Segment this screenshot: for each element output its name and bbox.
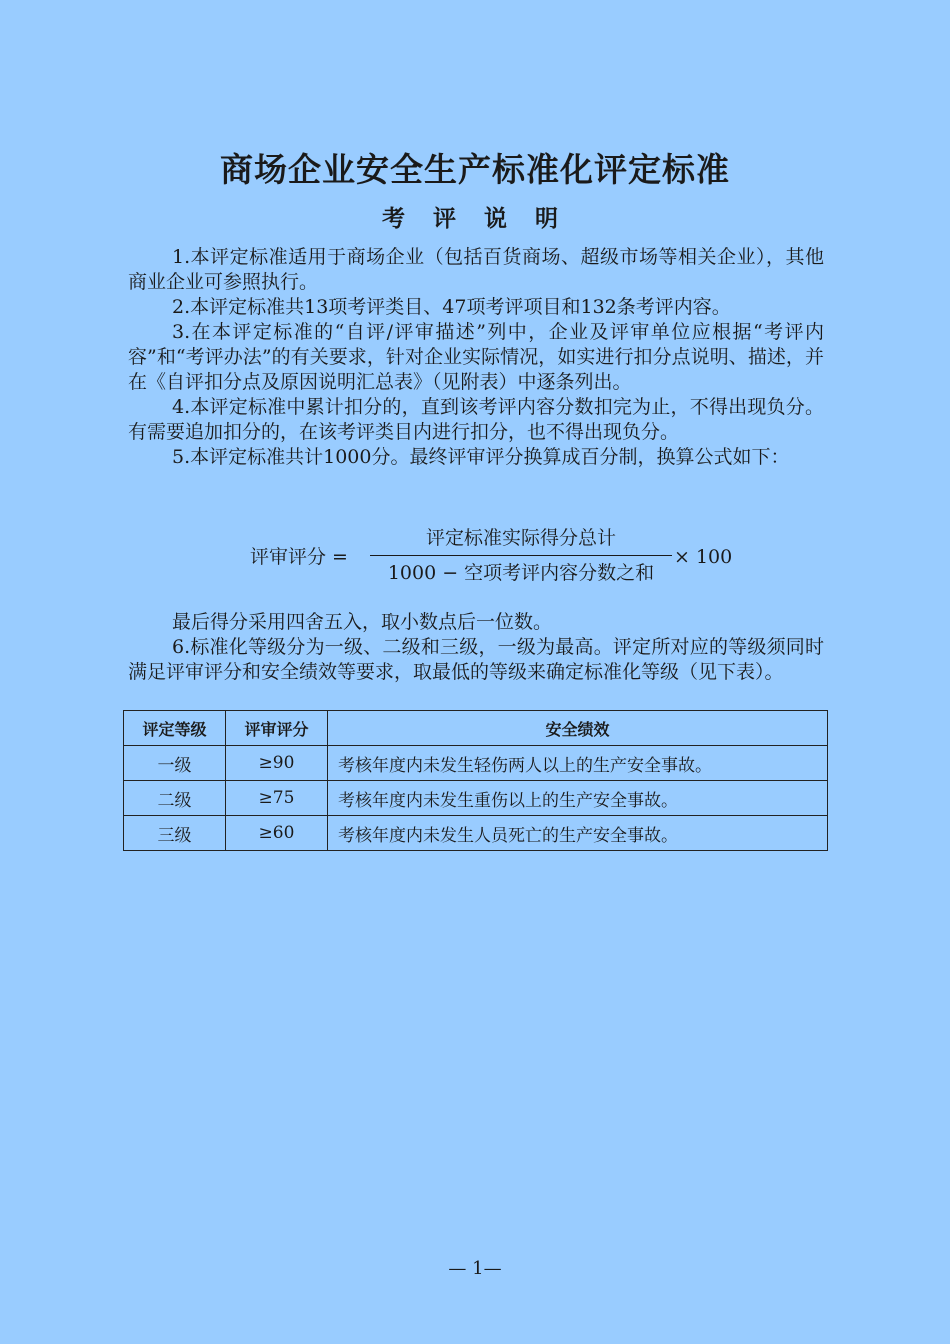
formula-rhs: × 100 [674,546,733,568]
cell-score: ≥60 [226,816,328,851]
header-grade: 评定等级 [124,711,226,746]
page-number: — 1— [448,1258,502,1279]
cell-grade: 一级 [124,746,226,781]
header-score: 评审评分 [226,711,328,746]
paragraph-1: 1.本评定标准适用于商场企业（包括百货商场、超级市场等相关企业），其他商业企业可参照执行。 [128,246,824,293]
paragraph-3: 3.在本评定标准的“自评/评审描述”列中，企业及评审单位应根据“考评内容”和“考评办法”的有关要求，针对企业实际情况，如实进行扣分点说明、描述，并在《自评扣分点及原因说明汇总表》（见附表）中逐条列出。 [128,321,824,393]
header-safety-performance: 安全绩效 [328,711,828,746]
formula-denominator: 1000 − 空项考评内容分数之和 [387,562,655,584]
score-formula [250,523,750,593]
paragraph-6: 6.标准化等级分为一级、二级和三级，一级为最高。评定所对应的等级须同时满足评审评分和安全绩效等要求，取最低的等级来确定标准化等级（见下表）。 [128,636,824,683]
table-row [124,816,828,851]
cell-grade: 二级 [124,781,226,816]
table-row [124,781,828,816]
cell-safety-performance: 考核年度内未发生人员死亡的生产安全事故。 [328,816,828,851]
cell-grade: 三级 [124,816,226,851]
cell-score: ≥90 [226,746,328,781]
cell-safety-performance: 考核年度内未发生重伤以上的生产安全事故。 [328,781,828,816]
paragraph-2: 2.本评定标准共13项考评类目、47项考评项目和132条考评内容。 [172,296,731,318]
body-text-after-formula [128,610,824,685]
formula-lhs: 评审评分 = [250,546,348,568]
table-row [124,746,828,781]
page-title: 商场企业安全生产标准化评定标准 [220,150,730,189]
paragraph-4: 4.本评定标准中累计扣分的，直到该考评内容分数扣完为止，不得出现负分。有需要追加扣分的，在该考评类目内进行扣分，也不得出现负分。 [128,396,824,443]
cell-score: ≥75 [226,781,328,816]
section-title: 考 评 说 明 [381,206,569,232]
grade-table [123,710,828,851]
paragraph-rounding: 最后得分采用四舍五入，取小数点后一位数。 [172,611,553,633]
table-header-row [124,711,828,746]
formula-numerator: 评定标准实际得分总计 [425,527,616,549]
formula-fraction [370,523,672,588]
paragraph-5: 5.本评定标准共计1000分。最终评审评分换算成百分制，换算公式如下： [172,446,790,468]
body-text [128,245,824,470]
cell-safety-performance: 考核年度内未发生轻伤两人以上的生产安全事故。 [328,746,828,781]
fraction-line [370,555,672,556]
